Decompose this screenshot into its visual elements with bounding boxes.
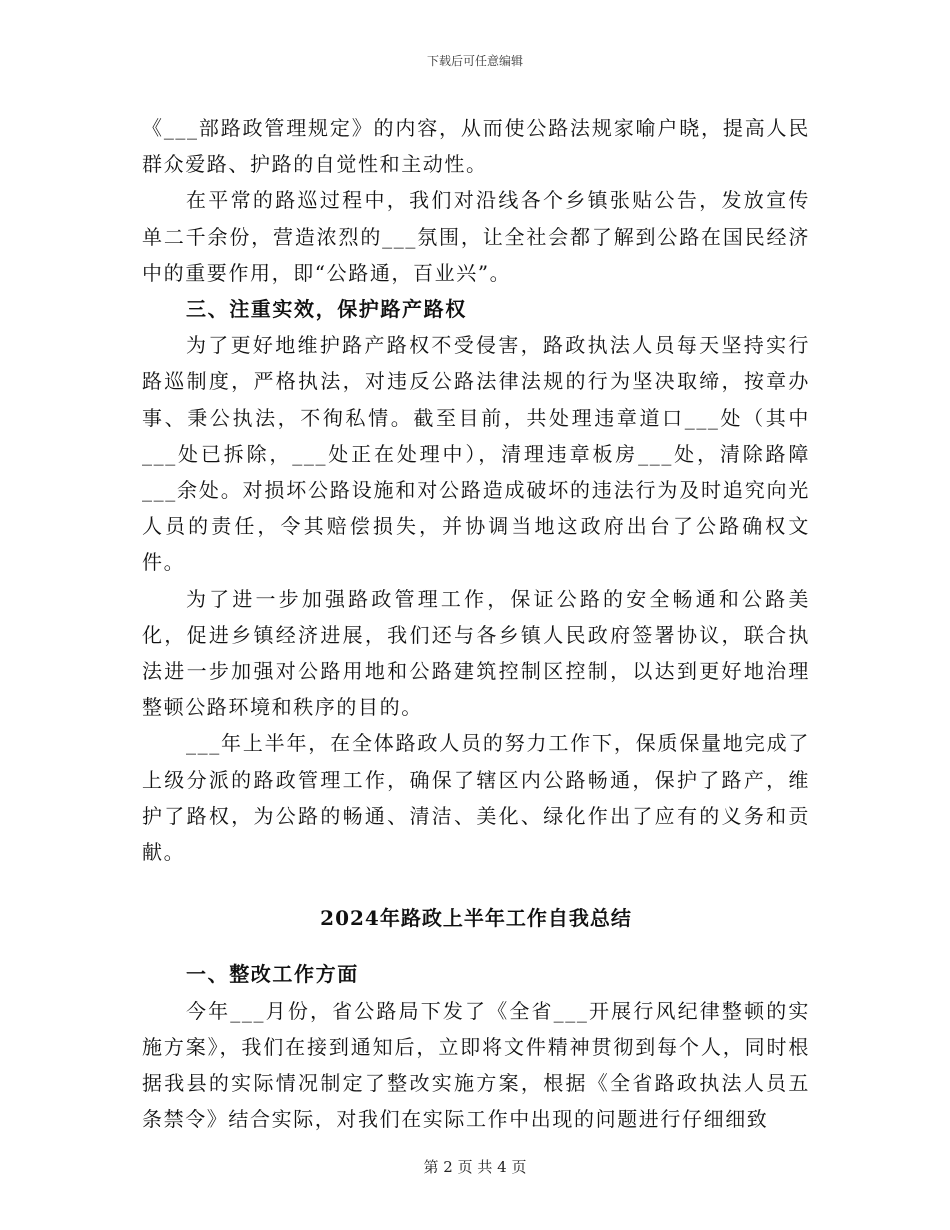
page-footer: 第 2 页 共 4 页 bbox=[423, 1158, 527, 1176]
paragraph: 为了更好地维护路产路权不受侵害，路政执法人员每天坚持实行路巡制度，严格执法，对违反公路法律法规的行为坚决取缔，按章办事、秉公执法，不徇私情。截至目前，共处理违章道口___处（其中___处已拆除，___处正在处理中），清理违章板房___处，清除路障___余处。对损坏公路设施和对公路造成破坏的违法行为及时追究向光人员的责任，令其赔偿损失，并协调当地这政府出台了公路确权文件。 bbox=[142, 333, 810, 575]
page-header: 下载后可任意编辑 bbox=[426, 54, 523, 68]
paragraph: 《___部路政管理规定》的内容，从而使公路法规家喻户晓，提高人民群众爱路、护路的自觉性和主动性。 bbox=[142, 116, 810, 177]
section-heading: 三、注重实效，保护路产路权 bbox=[186, 297, 467, 322]
paragraph: ___年上半年，在全体路政人员的努力工作下，保质保量地完成了上级分派的路政管理工作，确保了辖区内公路畅通，保护了路产，维护了路权，为公路的畅通、清洁、美化、绿化作出了应有的义务和贡献。 bbox=[142, 731, 810, 865]
section-heading: 一、整改工作方面 bbox=[186, 962, 359, 987]
document-title: 2024年路政上半年工作自我总结 bbox=[320, 906, 632, 931]
paragraph: 为了进一步加强路政管理工作，保证公路的安全畅通和公路美化，促进乡镇经济进展，我们还与各乡镇人民政府签署协议，联合执法进一步加强对公路用地和公路建筑控制区控制，以达到更好地治理整顿公路环境和秩序的目的。 bbox=[142, 586, 810, 720]
document-body bbox=[142, 110, 810, 1137]
paragraph: 在平常的路巡过程中，我们对沿线各个乡镇张贴公告，发放宣传单二千余份，营造浓烈的___氛围，让全社会都了解到公路在国民经济中的重要作用，即“公路通，百业兴”。 bbox=[142, 188, 810, 285]
paragraph: 今年___月份，省公路局下发了《全省___开展行风纪律整顿的实施方案》，我们在接到通知后，立即将文件精神贯彻到每个人，同时根据我县的实际情况制定了整改实施方案，根据《全省路政执法人员五条禁令》结合实际，对我们在实际工作中出现的问题进行仔细细致 bbox=[142, 998, 810, 1132]
